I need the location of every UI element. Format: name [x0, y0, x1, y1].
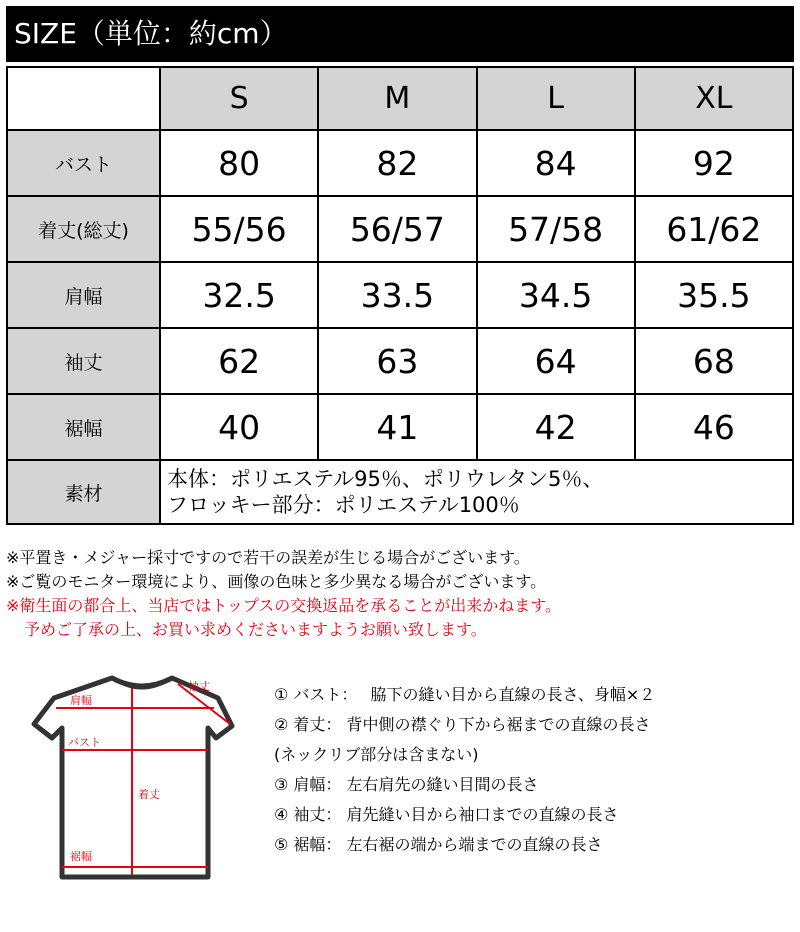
cell-value: 63 [318, 328, 476, 394]
table-row-shoulder [7, 262, 793, 328]
definition-line: ④ 袖丈： 肩先縫い目から袖口までの直線の長さ [274, 805, 619, 824]
diagram-label-sleeve: 袖丈 [188, 680, 210, 693]
table-row-length [7, 196, 793, 262]
cell-value: 41 [318, 394, 476, 460]
row-label: バスト [7, 130, 160, 196]
table-row-sleeve [7, 328, 793, 394]
cell-value: 42 [477, 394, 635, 460]
row-label: 素材 [7, 460, 160, 524]
cell-value: 56/57 [318, 196, 476, 262]
notes-block [6, 546, 561, 642]
material-cell [160, 460, 793, 524]
measurement-definitions [274, 680, 655, 860]
table-corner-cell [7, 67, 160, 130]
table-header-row [7, 67, 793, 130]
note-line: ※平置き・メジャー採寸ですので若干の誤差が生じる場合がございます。 [6, 548, 530, 567]
cell-value: 46 [635, 394, 793, 460]
row-label: 裾幅 [7, 394, 160, 460]
cell-value: 92 [635, 130, 793, 196]
size-title: SIZE（単位：約cm） [6, 6, 794, 62]
size-header: S [160, 67, 318, 130]
table-row-material [7, 460, 793, 524]
red-note-line: 予めご了承の上、お買い求めくださいますようお願い致します。 [24, 620, 487, 639]
cell-value: 84 [477, 130, 635, 196]
cell-value: 68 [635, 328, 793, 394]
size-header: L [477, 67, 635, 130]
diagram-label-length: 着丈 [138, 788, 160, 801]
cell-value: 33.5 [318, 262, 476, 328]
definition-line: ⑤ 裾幅： 左右裾の端から端までの直線の長さ [274, 835, 603, 854]
red-note-line: ※衛生面の都合上、当店ではトップスの交換返品を承ることが出来かねます。 [6, 596, 562, 615]
table-row-bust [7, 130, 793, 196]
row-label: 肩幅 [7, 262, 160, 328]
cell-value: 32.5 [160, 262, 318, 328]
definition-line: ③ 肩幅： 左右肩先の縫い目間の長さ [274, 775, 539, 794]
cell-value: 62 [160, 328, 318, 394]
cell-value: 55/56 [160, 196, 318, 262]
definition-line: (ネックリブ部分は含まない) [274, 745, 479, 764]
cell-value: 64 [477, 328, 635, 394]
diagram-label-bust: バスト [68, 736, 101, 749]
cell-value: 57/58 [477, 196, 635, 262]
row-label: 袖丈 [7, 328, 160, 394]
material-line: 本体：ポリエステル95％、ポリウレタン5％、 [167, 467, 604, 491]
note-line: ※ご覧のモニター環境により、画像の色味と多少異なる場合がございます。 [6, 572, 547, 591]
cell-value: 34.5 [477, 262, 635, 328]
size-table [6, 66, 794, 525]
size-header: XL [635, 67, 793, 130]
cell-value: 80 [160, 130, 318, 196]
cell-value: 40 [160, 394, 318, 460]
diagram-label-hem: 裾幅 [70, 850, 92, 863]
definition-line: ① バスト： 脇下の縫い目から直線の長さ、身幅×２ [274, 685, 656, 704]
table-row-hem [7, 394, 793, 460]
definition-line: ② 着丈： 背中側の襟ぐり下から裾までの直線の長さ [274, 715, 651, 734]
size-header: M [318, 67, 476, 130]
material-line: フロッキー部分：ポリエステル100％ [167, 493, 520, 517]
row-label: 着丈(総丈) [7, 196, 160, 262]
cell-value: 61/62 [635, 196, 793, 262]
cell-value: 82 [318, 130, 476, 196]
diagram-label-shoulder: 肩幅 [70, 694, 92, 707]
cell-value: 35.5 [635, 262, 793, 328]
tshirt-diagram [20, 672, 250, 887]
